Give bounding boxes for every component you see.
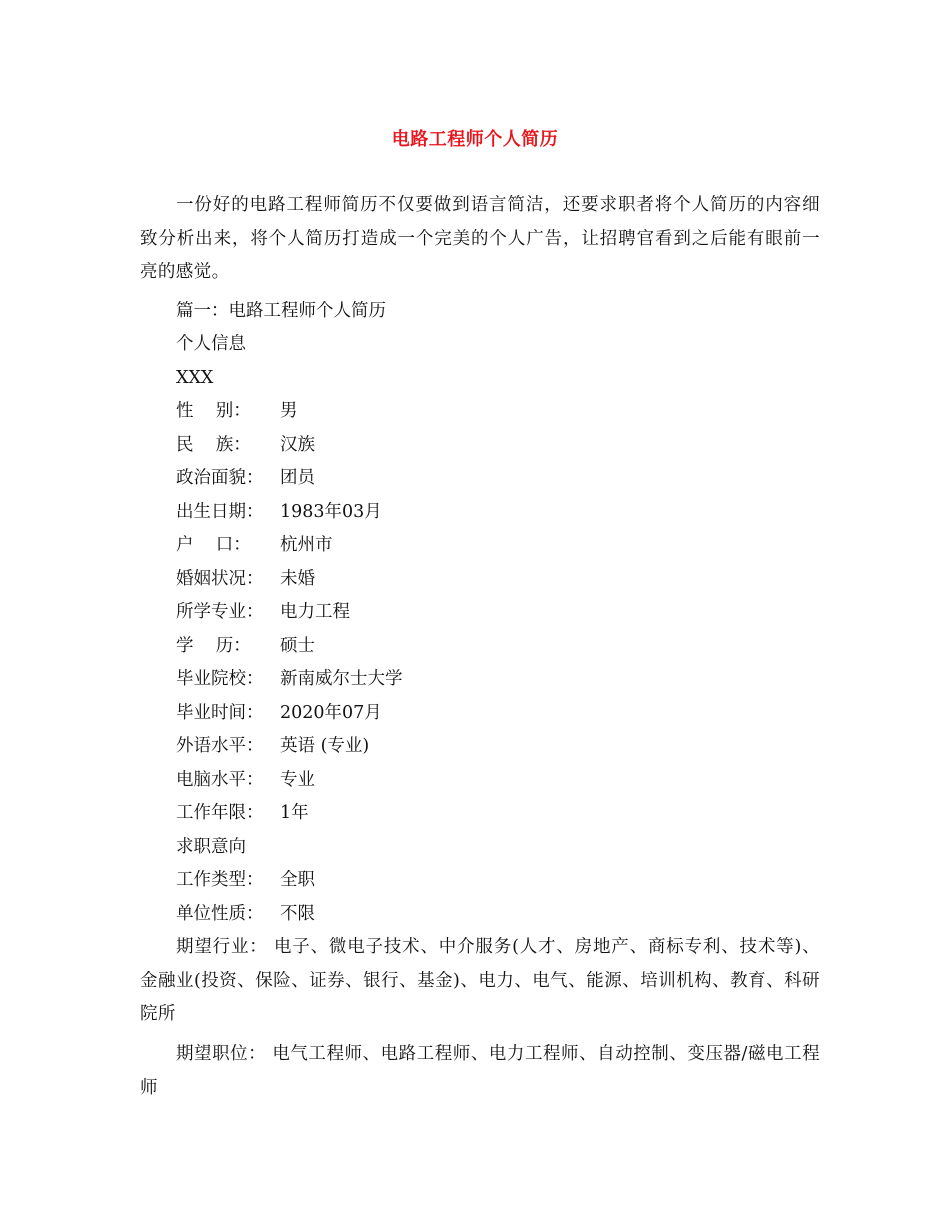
field-row	[176, 429, 315, 462]
field-value: 男	[280, 401, 298, 421]
field-value: 杭州市	[280, 535, 333, 555]
field-value: 团员	[280, 468, 315, 488]
field-row	[176, 764, 315, 797]
field-label: 所学专业：	[176, 602, 264, 622]
intent-field-row	[176, 864, 315, 897]
field-value: 1983年03月	[280, 502, 382, 522]
document-title: 电路工程师个人简历	[391, 129, 559, 150]
field-label: 单位性质：	[176, 904, 264, 924]
expected-position-paragraph: 期望职位： 电气工程师、电路工程师、电力工程师、自动控制、变压器/磁电工程师	[140, 1044, 820, 1098]
field-label: 户 口：	[176, 535, 251, 555]
field-value: 全职	[280, 870, 315, 890]
field-label: 毕业院校：	[176, 669, 264, 689]
field-value: 专业	[280, 770, 315, 790]
field-label: 婚姻状况：	[176, 569, 264, 589]
field-label: 工作年限：	[176, 803, 264, 823]
section-heading: 篇一：电路工程师个人简历	[176, 301, 386, 321]
field-label: 民 族：	[176, 435, 251, 455]
field-value: 汉族	[280, 435, 315, 455]
field-label: 外语水平：	[176, 736, 264, 756]
field-value: 未婚	[280, 569, 315, 589]
field-row	[176, 496, 382, 529]
field-row	[176, 730, 369, 763]
field-row	[176, 529, 333, 562]
field-label: 学 历：	[176, 636, 251, 656]
field-value: 新南威尔士大学	[280, 669, 403, 689]
intent-field-row	[176, 898, 315, 931]
field-label: 毕业时间：	[176, 703, 264, 723]
field-label: 工作类型：	[176, 870, 264, 890]
field-row	[176, 395, 298, 428]
field-row	[176, 563, 315, 596]
field-value: 英语 (专业)	[280, 736, 370, 756]
field-value: 硕士	[280, 636, 315, 656]
field-value: 电力工程	[280, 602, 350, 622]
field-row	[176, 596, 350, 629]
field-label: 性 别：	[176, 401, 251, 421]
field-label: 出生日期：	[176, 502, 264, 522]
field-value: 不限	[280, 904, 315, 924]
field-row	[176, 797, 309, 830]
field-value: 2020年07月	[280, 703, 382, 723]
field-row	[176, 462, 315, 495]
field-label: 政治面貌：	[176, 468, 264, 488]
field-row	[176, 663, 403, 696]
job-intent-heading: 求职意向	[176, 837, 246, 857]
candidate-name: XXX	[176, 368, 214, 388]
intro-paragraph: 一份好的电路工程师简历不仅要做到语言简洁，还要求职者将个人简历的内容细致分析出来，将个人简历打造成一个完美的个人广告，让招聘官看到之后能有眼前一亮的感觉。	[140, 195, 820, 282]
field-row	[176, 697, 382, 730]
personal-info-heading: 个人信息	[176, 334, 246, 354]
field-label: 电脑水平：	[176, 770, 264, 790]
field-row	[176, 630, 315, 663]
expected-industry-paragraph: 期望行业： 电子、微电子技术、中介服务(人才、房地产、商标专利、技术等)、金融业(投资、保险、证券、银行、基金)、电力、电气、能源、培训机构、教育、科研院所	[140, 937, 820, 1024]
field-value: 1年	[280, 803, 309, 823]
